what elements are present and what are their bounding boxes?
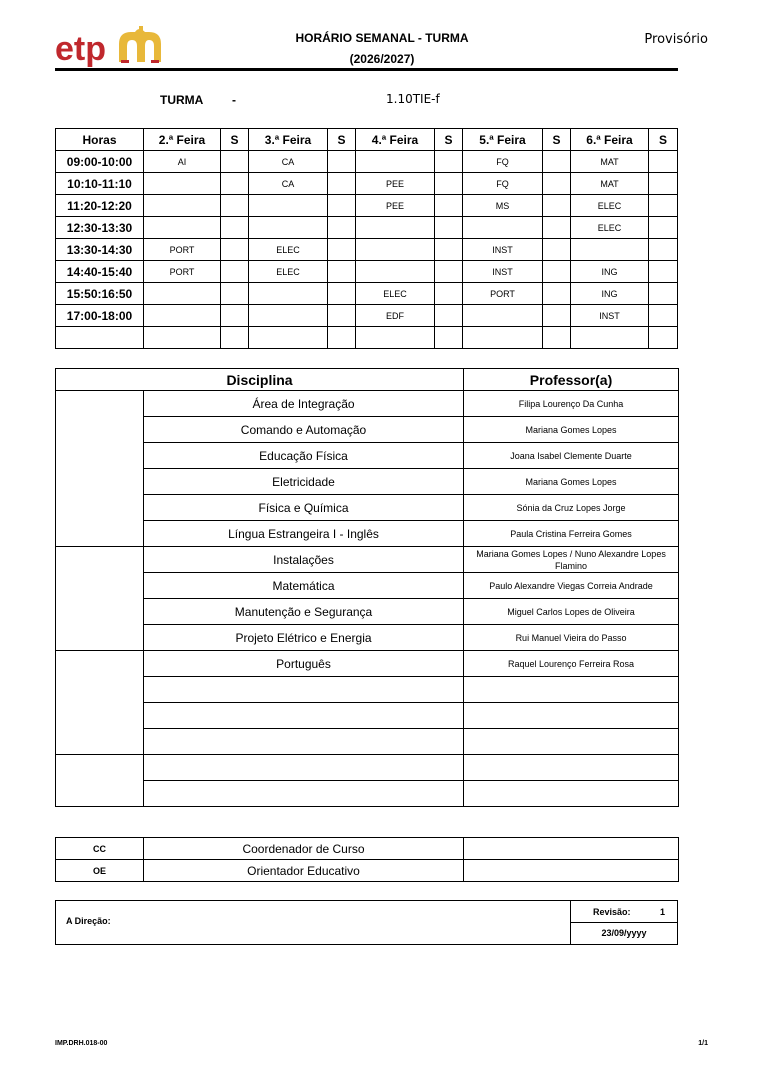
room-cell (435, 327, 463, 349)
role-person (464, 860, 679, 882)
subject-cell: MAT (571, 151, 649, 173)
subject-cell (144, 173, 221, 195)
discipline-row (56, 755, 679, 781)
room-cell (328, 327, 356, 349)
discipline-group-cell (56, 391, 144, 547)
teacher-name (464, 703, 679, 729)
subject-cell: PEE (356, 195, 435, 217)
revision-date: 23/09/yyyy (601, 928, 647, 938)
subject-cell: MAT (571, 173, 649, 195)
subject-cell: ING (571, 261, 649, 283)
room-cell (221, 151, 249, 173)
subject-cell (144, 305, 221, 327)
subject-cell: PEE (356, 173, 435, 195)
timetable-row (56, 217, 678, 239)
subject-cell (144, 327, 221, 349)
room-cell (543, 327, 571, 349)
discipline-name (144, 703, 464, 729)
teacher-name: Sónia da Cruz Lopes Jorge (464, 495, 679, 521)
room-cell (435, 173, 463, 195)
revision-label: Revisão: (593, 907, 631, 917)
discipline-group-cell (56, 547, 144, 651)
document-code: IMP.DRH.018-00 (55, 1040, 108, 1047)
school-year: (2026/2027) (349, 52, 415, 66)
subject-cell (144, 217, 221, 239)
etp-logo (55, 26, 175, 68)
role-code: CC (56, 838, 144, 860)
discipline-name (144, 781, 464, 807)
subject-cell (144, 195, 221, 217)
time-slot: 17:00-18:00 (56, 305, 144, 327)
discipline-row (56, 495, 679, 521)
subject-cell: ELEC (356, 283, 435, 305)
day-header: 4.ª Feira (356, 129, 435, 151)
room-cell (649, 173, 678, 195)
time-slot: 10:10-11:10 (56, 173, 144, 195)
room-cell (435, 217, 463, 239)
room-cell (435, 239, 463, 261)
logo-monument-icon (119, 26, 161, 63)
teacher-name: Rui Manuel Vieira do Passo (464, 625, 679, 651)
discipline-row (56, 391, 679, 417)
subject-cell: INST (463, 239, 543, 261)
room-cell (435, 195, 463, 217)
room-cell (543, 239, 571, 261)
subject-cell: ING (571, 283, 649, 305)
subject-cell (249, 305, 328, 327)
room-cell (649, 327, 678, 349)
discipline-row (56, 599, 679, 625)
room-cell (435, 261, 463, 283)
room-cell (221, 195, 249, 217)
room-cell (649, 195, 678, 217)
discipline-name: Manutenção e Segurança (144, 599, 464, 625)
time-slot: 11:20-12:20 (56, 195, 144, 217)
subject-cell (356, 327, 435, 349)
room-cell (328, 261, 356, 283)
subject-cell: PORT (144, 239, 221, 261)
disciplines-table (55, 368, 679, 807)
subject-cell (356, 217, 435, 239)
discipline-row (56, 703, 679, 729)
subject-cell: EDF (356, 305, 435, 327)
subject-cell (356, 261, 435, 283)
role-name: Orientador Educativo (144, 860, 464, 882)
room-cell (543, 173, 571, 195)
time-slot: 09:00-10:00 (56, 151, 144, 173)
time-slot: 13:30-14:30 (56, 239, 144, 261)
discipline-name (144, 677, 464, 703)
discipline-row (56, 417, 679, 443)
subject-cell (463, 217, 543, 239)
timetable-row (56, 283, 678, 305)
discipline-name: Matemática (144, 573, 464, 599)
coordination-row (56, 838, 679, 860)
room-header: S (543, 129, 571, 151)
teacher-name (464, 755, 679, 781)
time-slot: 14:40-15:40 (56, 261, 144, 283)
room-cell (328, 217, 356, 239)
header-rule (55, 68, 678, 71)
discipline-group-cell (56, 651, 144, 755)
timetable-row (56, 305, 678, 327)
subject-cell: PORT (463, 283, 543, 305)
discipline-row (56, 443, 679, 469)
discipline-name: Projeto Elétrico e Energia (144, 625, 464, 651)
day-header: 6.ª Feira (571, 129, 649, 151)
day-header: 5.ª Feira (463, 129, 543, 151)
room-cell (435, 151, 463, 173)
turma-value: 1.10TIE-f (386, 92, 440, 106)
teacher-header: Professor(a) (464, 369, 679, 391)
discipline-name: Eletricidade (144, 469, 464, 495)
subject-cell: INST (463, 261, 543, 283)
room-cell (221, 283, 249, 305)
coordination-row (56, 860, 679, 882)
room-cell (221, 327, 249, 349)
turma-label: TURMA (160, 93, 204, 107)
timetable (55, 128, 678, 349)
room-cell (328, 283, 356, 305)
page-number: 1/1 (698, 1040, 708, 1047)
room-header: S (435, 129, 463, 151)
timetable-row (56, 195, 678, 217)
discipline-row (56, 521, 679, 547)
subject-cell (571, 239, 649, 261)
revision-value: 1 (660, 907, 666, 917)
room-cell (328, 305, 356, 327)
discipline-name: Comando e Automação (144, 417, 464, 443)
subject-cell: CA (249, 173, 328, 195)
teacher-name (464, 729, 679, 755)
teacher-name: Joana Isabel Clemente Duarte (464, 443, 679, 469)
day-header: 3.ª Feira (249, 129, 328, 151)
room-header: S (221, 129, 249, 151)
room-cell (435, 283, 463, 305)
subject-cell: FQ (463, 173, 543, 195)
hours-header: Horas (56, 129, 144, 151)
day-header: 2.ª Feira (144, 129, 221, 151)
timetable-row (56, 239, 678, 261)
teacher-name: Mariana Gomes Lopes (464, 417, 679, 443)
discipline-group-cell (56, 755, 144, 807)
teacher-name: Raquel Lourenço Ferreira Rosa (464, 651, 679, 677)
role-name: Coordenador de Curso (144, 838, 464, 860)
discipline-name: Educação Física (144, 443, 464, 469)
discipline-name: Instalações (144, 547, 464, 573)
subject-cell (356, 151, 435, 173)
timetable-row (56, 261, 678, 283)
teacher-name: Mariana Gomes Lopes / Nuno Alexandre Lopes Flamino (464, 547, 679, 573)
subject-cell: INST (571, 305, 649, 327)
logo-text: etp (55, 30, 106, 68)
time-slot: 12:30-13:30 (56, 217, 144, 239)
room-cell (221, 239, 249, 261)
discipline-name: Área de Integração (144, 391, 464, 417)
timetable-row (56, 151, 678, 173)
room-cell (543, 151, 571, 173)
discipline-name (144, 729, 464, 755)
room-cell (649, 151, 678, 173)
time-slot (56, 327, 144, 349)
room-cell (649, 283, 678, 305)
subject-cell (249, 195, 328, 217)
room-cell (543, 305, 571, 327)
teacher-name: Miguel Carlos Lopes de Oliveira (464, 599, 679, 625)
discipline-row (56, 729, 679, 755)
subject-cell (249, 217, 328, 239)
timetable-row (56, 173, 678, 195)
discipline-name: Língua Estrangeira I - Inglês (144, 521, 464, 547)
teacher-name: Paula Cristina Ferreira Gomes (464, 521, 679, 547)
subject-cell: PORT (144, 261, 221, 283)
room-cell (649, 239, 678, 261)
room-cell (543, 283, 571, 305)
role-code: OE (56, 860, 144, 882)
room-cell (221, 261, 249, 283)
room-cell (435, 305, 463, 327)
room-cell (543, 217, 571, 239)
room-header: S (328, 129, 356, 151)
coordination-table (55, 837, 679, 882)
time-slot: 15:50:16:50 (56, 283, 144, 305)
discipline-header: Disciplina (56, 369, 464, 391)
teacher-name (464, 677, 679, 703)
subject-cell: ELEC (571, 217, 649, 239)
teacher-name: Filipa Lourenço Da Cunha (464, 391, 679, 417)
room-cell (328, 173, 356, 195)
room-cell (543, 261, 571, 283)
teacher-name (464, 781, 679, 807)
role-person (464, 838, 679, 860)
subject-cell (571, 327, 649, 349)
discipline-row (56, 469, 679, 495)
status-label: Provisório (644, 32, 708, 47)
discipline-name: Português (144, 651, 464, 677)
discipline-row (56, 677, 679, 703)
discipline-row (56, 573, 679, 599)
room-cell (328, 239, 356, 261)
room-header: S (649, 129, 678, 151)
room-cell (221, 305, 249, 327)
discipline-name: Física e Química (144, 495, 464, 521)
subject-cell (356, 239, 435, 261)
subject-cell (463, 305, 543, 327)
subject-cell: ELEC (249, 261, 328, 283)
subject-cell: ELEC (571, 195, 649, 217)
subject-cell: FQ (463, 151, 543, 173)
disciplines-header-row (56, 369, 679, 391)
room-cell (328, 151, 356, 173)
room-cell (649, 261, 678, 283)
subject-cell (249, 327, 328, 349)
discipline-name (144, 755, 464, 781)
timetable-header-row (56, 129, 678, 151)
subject-cell: AI (144, 151, 221, 173)
subject-cell: MS (463, 195, 543, 217)
room-cell (649, 305, 678, 327)
teacher-name: Mariana Gomes Lopes (464, 469, 679, 495)
timetable-row (56, 327, 678, 349)
teacher-name: Paulo Alexandre Viegas Correia Andrade (464, 573, 679, 599)
discipline-row (56, 547, 679, 573)
subject-cell: ELEC (249, 239, 328, 261)
discipline-row (56, 781, 679, 807)
subject-cell (249, 283, 328, 305)
room-cell (543, 195, 571, 217)
revision-divider (570, 922, 678, 923)
room-cell (328, 195, 356, 217)
room-cell (221, 217, 249, 239)
room-cell (221, 173, 249, 195)
turma-dash: - (232, 93, 236, 107)
discipline-row (56, 651, 679, 677)
subject-cell (463, 327, 543, 349)
subject-cell (144, 283, 221, 305)
document-title: HORÁRIO SEMANAL - TURMA (295, 31, 469, 45)
room-cell (649, 217, 678, 239)
subject-cell: CA (249, 151, 328, 173)
direction-label: A Direção: (66, 916, 111, 926)
discipline-row (56, 625, 679, 651)
